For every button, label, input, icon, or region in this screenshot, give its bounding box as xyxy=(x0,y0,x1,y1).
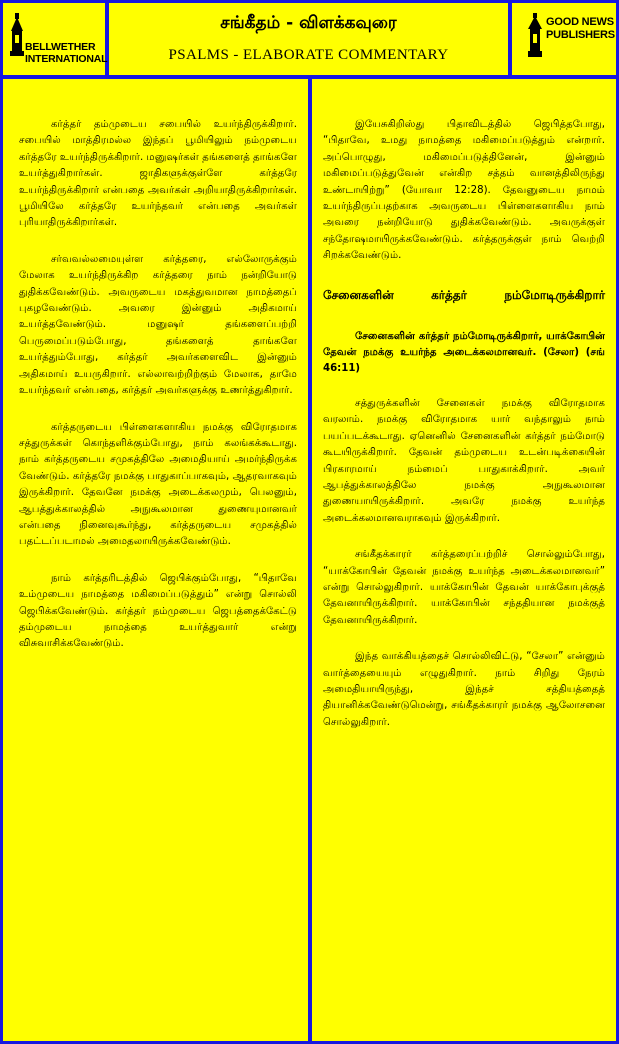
verse-quote: சேனைகளின் கர்த்தர் நம்மோடிருக்கிறார், யாக்கோபின் தேவன் நமக்கு உயர்ந்த அடைக்கலமானவர். (சேலா) (சங் 46:11) xyxy=(323,330,605,375)
bellwether-logo-icon xyxy=(9,13,25,59)
right-paragraph-3: இந்த வாக்கியத்தைச் சொல்லிவிட்டு, “சேலா” என்னும் வார்த்தையையும் எழுதுகிறார். நாம் சிறிது நேரம் அமைதியாயிருந்து, இந்தச் சத்தியத்தைத் தியானிக்கவேண்டுமென்று, சங்கீதக்காரர் நமக்கு ஆலோசனை சொல்லுகிறார். xyxy=(323,651,605,728)
right-column xyxy=(312,79,616,1041)
left-paragraph-1: கர்த்தர் தம்முடைய சபையில் உயர்ந்திருக்கிறார். சபையில் மாத்திரமல்ல இந்தப் பூமியிலும் நம்முடைய கர்த்தரே உயர்ந்திருக்கிறார். மனுஷர்கள் தங்களைத் தாங்களே உயர்த்துகிறார்கள். ஜாதிகளுக்குள்ளே கர்த்தரே உயர்ந்திருக்கிறார் என்பதை அவர்கள் அறியாதிருக்கிறார்கள். பூமியிலே கர்த்தரே உயர்ந்தவர் என்பதை அவர்கள் புரியாதிருக்கிறார்கள். xyxy=(19,119,297,229)
left-paragraph-3: கர்த்தருடைய பிள்ளைகளாகிய நமக்கு விரோதமாக சத்துருக்கள் கொந்தளிக்கும்போது, நாம் கலங்கக்கூடாது. நாம் கர்த்தருடைய சமுகத்திலே அமைதியாய் அமர்ந்திருக்க வேண்டும். கர்த்தரே நமக்கு பாதுகாப்பாகவும், ஆதரவாகவும் இருக்கிறார். தேவனே நமக்கு அடைக்கலமும், பெலனும், ஆபத்துக்காலத்தில் அநுகூலமான துணையுமானவர் என்பதை நினைவுகூர்ந்து, கர்த்தருடைய சமுகத்தில் பதட்டப்படாமல் அமைதலாயிருக்கவேண்டும். xyxy=(19,421,297,548)
bellwether-logo-box xyxy=(3,3,108,75)
left-paragraph-4: நாம் கர்த்தரிடத்தில் ஜெபிக்கும்போது, “பிதாவே உம்முடைய நாமத்தை மகிமைப்படுத்தும்” என்று சொல்லி ஜெபிக்கவேண்டும். கர்த்தர் நம்முடைய ஜெபத்தைக்கேட்டு தம்முடைய நாமத்தை உயர்த்துவார் என்று விசுவாசிக்கவேண்டும். xyxy=(19,572,297,650)
left-paragraph-2: சர்வவல்லமையுள்ள கர்த்தரை, எல்லோருக்கும் மேலாக உயர்ந்திருக்கிற கர்த்தரை நாம் நன்றியோடு துதிக்கவேண்டும். அவருடைய மகத்துவமான நாமத்தைப் புகழவேண்டும். அவரை இன்னும் அதிகமாய் உயர்த்தவேண்டும். மனுஷர் தங்களைப்பற்றி பெருமைப்படும்போது, தங்களைத் தாங்களே உயர்த்தும்போது, கர்த்தர் அவர்களைவிட இன்னும் அதிகமாய் உயருகிறார். எல்லாவற்றிற்கும் மேலாக, தாமே உயர்ந்தவர் என்பதை, கர்த்தர் அவர்களுக்கு உணர்த்துகிறார். xyxy=(19,253,297,397)
left-column xyxy=(3,79,308,1041)
section-heading: சேனைகளின் கர்த்தர் நம்மோடிருக்கிறார் xyxy=(323,287,605,302)
bellwether-logo-text: BELLWETHER INTERNATIONAL xyxy=(25,41,108,65)
goodnews-logo-box xyxy=(512,3,616,75)
right-paragraph-1: சத்துருக்களின் சேனைகள் நமக்கு விரோதமாக வரலாம். நமக்கு விரோதமாக யார் வந்தாலும் நாம் பயப்படக்கூடாது. ஏனெனில் சேனைகளின் கர்த்தர் நம்மோடு கூடயிருக்கிறார். தேவன் தம்முடைய உடன்படிக்கையின் பிரகாரமாய் நம்மைப் பாதுகாக்கிறார். அவர் ஆபத்துக்காலத்திலே நமக்கு அநுகூலமான துணையாயிருக்கிறார். அவரே நமக்கு உயர்ந்த அடைக்கலமானவராகவும் இருக்கிறார். xyxy=(323,397,605,524)
page-title-tamil: சங்கீதம் - விளக்கவுரை xyxy=(220,13,397,33)
right-paragraph-intro: இயேசுகிறிஸ்து பிதாவிடத்தில் ஜெபித்தபோது, “பிதாவே, உமது நாமத்தை மகிமைப்படுத்தும் என்றார். அப்பொழுது, மகிமைப்படுத்தினேன், இன்னும் மகிமைப்படுத்துவேன் என்கிற சத்தம் வானத்திலிருந்து உண்டாயிற்று” (யோவா 12:28). தேவனுடைய நாமம் உயர்ந்திருப்பதற்காக அவருடைய பிள்ளைகளாகிய நாம் அவரை நன்றியோடு துதிக்கவேண்டும். அவருக்குள் சந்தோஷமாயிருக்கவேண்டும். கர்த்தருக்குள் நாம் வெற்றி சிறக்கவேண்டும். xyxy=(323,119,605,262)
header-title-box xyxy=(109,3,508,75)
goodnews-logo-icon xyxy=(526,13,544,61)
page-title-english: PSALMS - ELABORATE COMMENTARY xyxy=(168,47,449,63)
goodnews-logo-text: GOOD NEWS PUBLISHERS xyxy=(546,16,615,41)
right-paragraph-2: சங்கீதக்காரர் கர்த்தரைப்பற்றிச் சொல்லும்போது, “யாக்கோபின் தேவன் நமக்கு உயர்ந்த அடைக்கலமானவர்” என்று சொல்லுகிறார். யாக்கோபின் தேவன் யாக்கோபுக்குத் தேவனாயிருக்கிறார். யாக்கோபின் சந்ததியான நமக்குத் தேவனாயிருக்கிறார். xyxy=(323,549,605,626)
